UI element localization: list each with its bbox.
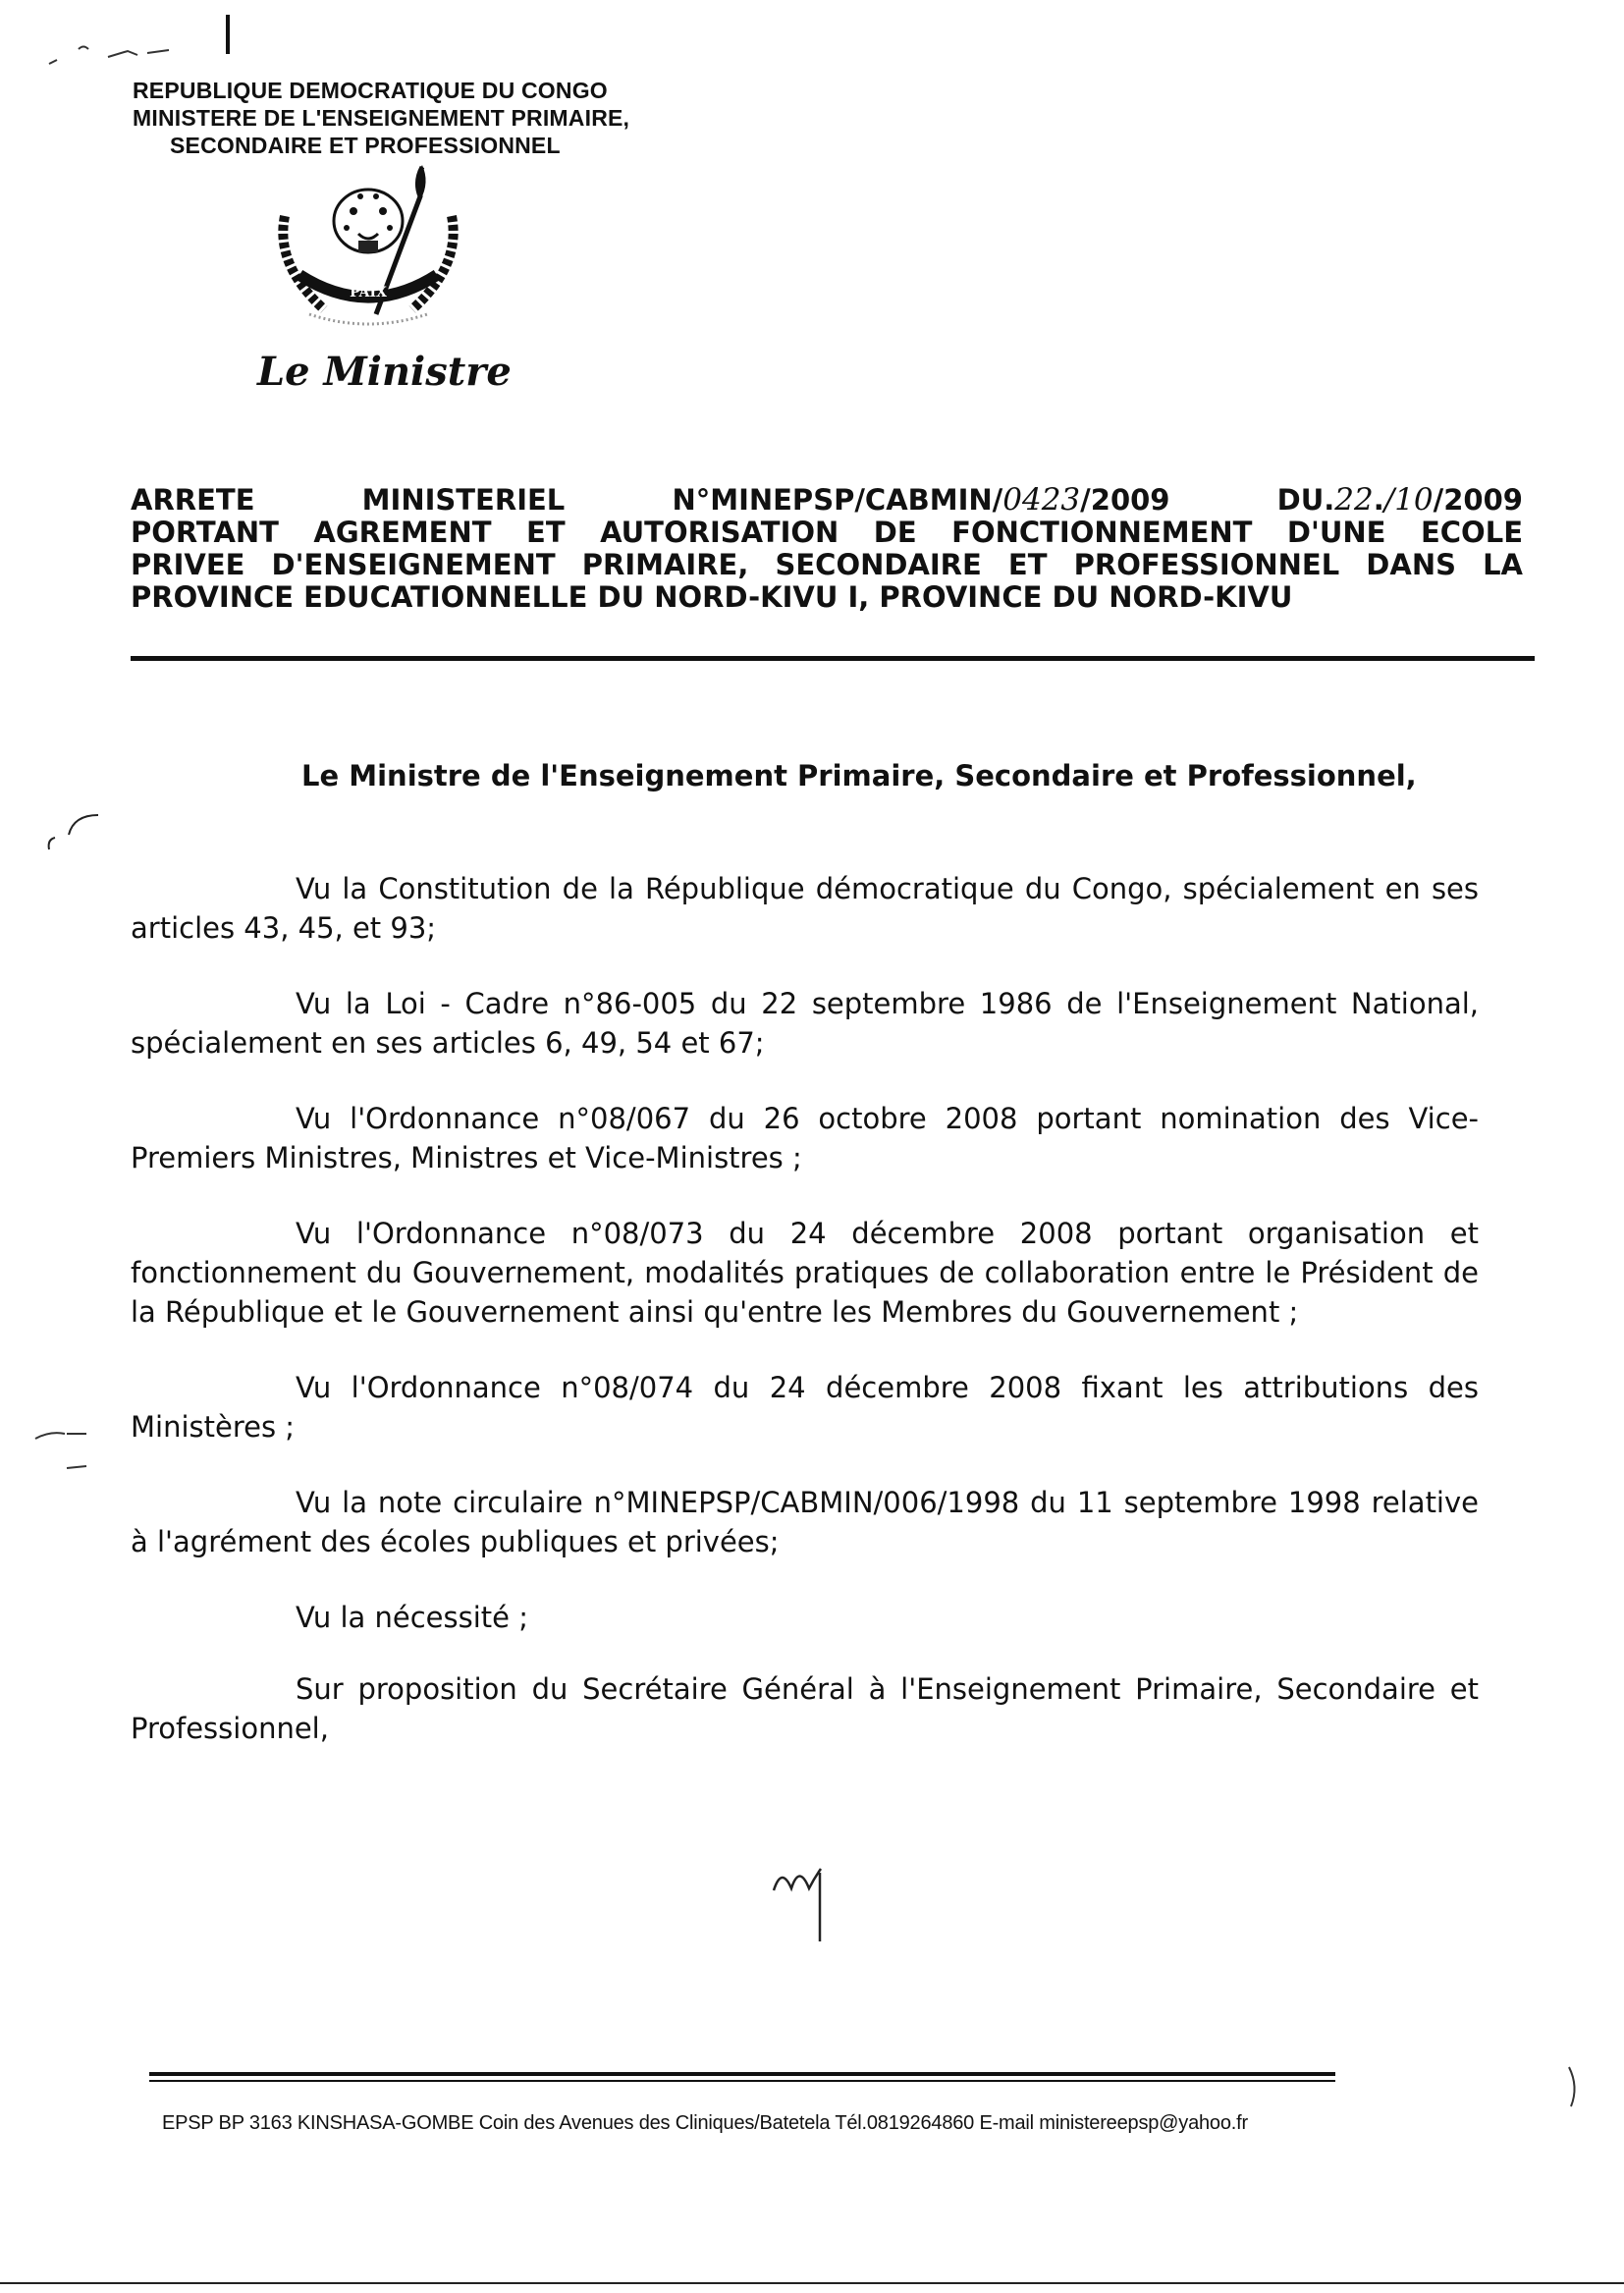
letterhead	[133, 77, 722, 159]
considerant-paragraph: Vu la Constitution de la République démocratique du Congo, spécialement en ses articles 43, 45, et 93;	[131, 872, 1479, 945]
handwritten-number: 0423	[1002, 482, 1081, 518]
letterhead-ministry-cont: SECONDAIRE ET PROFESSIONNEL	[170, 133, 561, 158]
letterhead-ministry: MINISTERE DE L'ENSEIGNEMENT PRIMAIRE,	[133, 105, 630, 131]
footer-divider-thin	[149, 2080, 1335, 2082]
coat-of-arms-icon	[250, 157, 486, 344]
title-arrete: ARRETE	[131, 483, 255, 517]
title-reference: N°MINEPSP/CABMIN/0423/2009	[672, 482, 1170, 518]
title-line-1	[131, 484, 1523, 517]
scan-mark-right	[1561, 2062, 1591, 2121]
svg-text:PAIX: PAIX	[350, 285, 387, 300]
page-bottom-edge	[0, 2282, 1624, 2284]
decree-title	[131, 484, 1523, 614]
title-divider	[131, 656, 1535, 661]
minister-signature-title: Le Ministre	[257, 349, 512, 395]
considerant-paragraph: Vu la note circulaire n°MINEPSP/CABMIN/006/1998 du 11 septembre 1998 relative à l'agrément des écoles publiques et privées;	[131, 1486, 1479, 1558]
considerant-paragraph: Sur proposition du Secrétaire Général à l'Enseignement Primaire, Secondaire et Professionnel,	[131, 1672, 1479, 1745]
handwritten-day: 22	[1334, 482, 1374, 518]
initials-signature	[769, 1861, 857, 1949]
scan-mark-left	[39, 805, 108, 864]
footer-divider-thick	[149, 2072, 1335, 2076]
scan-mark-left2	[27, 1424, 106, 1483]
decree-body	[131, 869, 1479, 1784]
title-date: DU.22./10/2009	[1276, 482, 1523, 518]
title-line-3: PRIVEE D'ENSEIGNEMENT PRIMAIRE, SECONDAIRE ET PROFESSIONNEL DANS LA	[131, 548, 1523, 581]
considerant-paragraph: Vu la nécessité ;	[296, 1601, 528, 1634]
considerant-paragraph: Vu l'Ordonnance n°08/074 du 24 décembre 2008 fixant les attributions des Ministères ;	[131, 1371, 1479, 1444]
considerant-paragraph: Vu l'Ordonnance n°08/067 du 26 octobre 2008 portant nomination des Vice-Premiers Ministres, Ministres et Vice-Ministres ;	[131, 1102, 1479, 1174]
title-line-4: PROVINCE EDUCATIONNELLE DU NORD-KIVU I, PROVINCE DU NORD-KIVU	[131, 580, 1293, 614]
considerant-paragraph: Vu l'Ordonnance n°08/073 du 24 décembre 2008 portant organisation et fonctionnement du Gouvernement, modalités pratiques de collaboration entre le Président de la République et le Gouvernement ainsi qu'entre les Membres du Gouvernement ;	[131, 1217, 1479, 1329]
handwritten-month: /10	[1383, 482, 1434, 518]
scan-mark-top	[39, 10, 236, 79]
considerant-paragraph: Vu la Loi - Cadre n°86-005 du 22 septembre 1986 de l'Enseignement National, spécialement en ses articles 6, 49, 54 et 67;	[131, 987, 1479, 1060]
letterhead-country: REPUBLIQUE DEMOCRATIQUE DU CONGO	[133, 78, 608, 103]
title-line-2: PORTANT AGREMENT ET AUTORISATION DE FONCTIONNEMENT D'UNE ECOLE	[131, 516, 1523, 549]
minister-heading: Le Ministre de l'Enseignement Primaire, Secondaire et Professionnel,	[301, 759, 1417, 792]
footer-address: EPSP BP 3163 KINSHASA-GOMBE Coin des Avenues des Cliniques/Batetela Tél.0819264860 E-mail ministereepsp@yahoo.fr	[162, 2112, 1248, 2134]
title-ministeriel: MINISTERIEL	[361, 483, 566, 517]
